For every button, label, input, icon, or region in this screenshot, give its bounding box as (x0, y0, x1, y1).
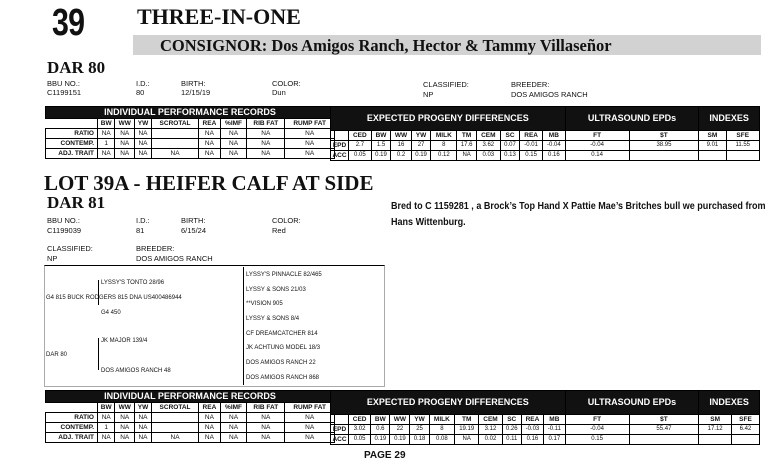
birth-label: BIRTH: (181, 216, 206, 225)
pedigree-sd-dam: LYSSY & SONS 8/4 (246, 316, 300, 322)
breeder-label: BREEDER: (511, 80, 550, 89)
epd-title: EXPECTED PROGENY DIFFERENCES (331, 107, 566, 131)
consignor: CONSIGNOR: Dos Amigos Ranch, Hector & Tammy Villaseñor (160, 36, 612, 55)
cow-bbu: C1199151 (47, 88, 82, 97)
pedigree-dd-dam: DOS AMIGOS RANCH 868 (246, 375, 320, 381)
table-row: RATIO NA NA NA NA NA NA NA (46, 413, 335, 423)
ipr-col: WW (115, 119, 135, 129)
pedigree-box (44, 265, 385, 387)
ipr-title: INDIVIDUAL PERFORMANCE RECORDS (46, 107, 335, 119)
pedigree-sire-dam: G4 450 (101, 310, 121, 316)
birth-label: BIRTH: (181, 79, 206, 88)
cow-classified: NP (423, 90, 434, 99)
pedigree-ss-sire: LYSSY'S PINNACLE 82/465 (246, 272, 322, 278)
lot-number: 39 (52, 2, 85, 44)
color-label: COLOR: (272, 216, 301, 225)
table-row: EPD 2.7 1.5 16 27 8 17.6 3.62 0.07 -0.01 -0.04 -0.04 38.95 9.01 11.55 (331, 141, 760, 151)
cow-color: Dun (272, 88, 286, 97)
table-row: ACC 0.05 0.19 0.2 0.19 0.12 NA 0.03 0.13 0.15 0.16 0.14 (331, 151, 760, 161)
table-row: ADJ. TRAIT NA NA NA NA NA NA NA NA (46, 149, 335, 159)
calf-classified: NP (47, 254, 58, 263)
indexes-title: INDEXES (699, 107, 760, 131)
cow-birth: 12/15/19 (181, 88, 211, 97)
ipr-col: RUMP FAT (285, 119, 335, 129)
calf-bbu: C1199039 (47, 226, 82, 235)
calf-color: Red (272, 226, 286, 235)
table-row: CONTEMP. 1 NA NA NA NA NA NA (46, 139, 335, 149)
pedigree-ds-sire: CF DREAMCATCHER 814 (246, 331, 318, 337)
calf-breeder: DOS AMIGOS RANCH (136, 254, 213, 263)
ipr-title: INDIVIDUAL PERFORMANCE RECORDS (46, 391, 335, 403)
calf-epd-table: EXPECTED PROGENY DIFFERENCES ULTRASOUND EPDs INDEXES CED BW WW YW MILK TM CEM SC REA MB FT $T SM SFE EPD 3.02 0.6 22 25 8 19.19 3.12 0.26 -0.03 -0.11 -0.04 55.47 17.12 6.42 ACC 0.05 0.19 0.19 0.18 0.08 NA 0.02 0.11 0.16 0.17 0.15 (330, 390, 760, 445)
bbu-label: BBU NO.: (47, 79, 80, 88)
table-row: CONTEMP. 1 NA NA NA NA NA NA (46, 423, 335, 433)
calf-id: 81 (136, 226, 145, 235)
table-row: ACC 0.05 0.19 0.19 0.18 0.08 NA 0.02 0.11 0.16 0.17 0.15 (331, 435, 760, 445)
id-label: I.D.: (136, 79, 150, 88)
calf-note: Bred to C 1159281 , a Brock’s Top Hand X Pattie Mae’s Britches bull we purchased from Hans Wittenburg. (391, 200, 766, 228)
cow-id: 80 (136, 88, 145, 97)
pedigree-sire-sire: LYSSY'S TONTO 28/96 (101, 280, 165, 286)
lot-title: THREE-IN-ONE (137, 4, 301, 29)
pedigree-dam: DAR 80 (46, 352, 68, 358)
table-row: ADJ. TRAIT NA NA NA NA NA NA NA NA (46, 433, 335, 443)
pedigree-dd-sire: DOS AMIGOS RANCH 22 (246, 360, 316, 366)
ipr-col: REA (199, 119, 221, 129)
pedigree-sd-sire: **VISION 905 (246, 301, 283, 307)
pedigree-dam-dam: DOS AMIGOS RANCH 48 (101, 368, 171, 374)
cow-name: DAR 80 (47, 58, 106, 77)
id-label: I.D.: (136, 216, 150, 225)
table-row: RATIO NA NA NA NA NA NA NA (46, 129, 335, 139)
calf-birth: 6/15/24 (181, 226, 207, 235)
ipr-col: YW (135, 119, 152, 129)
ipr-col: SCROTAL (151, 119, 198, 129)
color-label: COLOR: (272, 79, 301, 88)
ipr-col: BW (98, 119, 115, 129)
cow-epd-table: EXPECTED PROGENY DIFFERENCES ULTRASOUND EPDs INDEXES CED BW WW YW MILK TM CEM SC REA MB FT $T SM SFE EPD 2.7 1.5 16 27 8 17.6 3.62 0.07 -0.01 -0.04 -0.04 38.95 9.01 11.55 ACC 0.05 0.19 0.2 0.19 0.12 NA 0.03 0.13 0.15 0.16 0.14 (330, 106, 760, 161)
cow-breeder: DOS AMIGOS RANCH (511, 90, 588, 99)
calf-name: DAR 81 (47, 193, 106, 212)
ipr-col: RIB FAT (247, 119, 285, 129)
classified-label: CLASSIFIED: (423, 80, 469, 89)
breeder-label: BREEDER: (136, 244, 175, 253)
table-row: EPD 3.02 0.6 22 25 8 19.19 3.12 0.26 -0.03 -0.11 -0.04 55.47 17.12 6.42 (331, 425, 760, 435)
ipr-col (46, 119, 98, 129)
page-number: PAGE 29 (364, 450, 406, 461)
pedigree-ds-dam: JK ACHTUNG MODEL 18/3 (246, 345, 321, 351)
pedigree-sire: G4 815 BUCK RODGERS 815 DNA US400486944 (46, 295, 182, 301)
calf-lot-title: LOT 39A - HEIFER CALF AT SIDE (44, 171, 374, 195)
classified-label: CLASSIFIED: (47, 244, 93, 253)
calf-ipr-table: INDIVIDUAL PERFORMANCE RECORDS BW WW YW SCROTAL REA %IMF RIB FAT RUMP FAT RATIO NA NA NA NA NA NA NA CONTEMP. 1 NA NA NA NA NA NA ADJ. TRAIT NA NA NA NA NA NA NA NA (45, 390, 335, 443)
ipr-col: %IMF (220, 119, 247, 129)
pedigree-ss-dam: LYSSY & SONS 21/03 (246, 287, 306, 293)
cow-ipr-table (45, 106, 335, 159)
ultrasound-title: ULTRASOUND EPDs (565, 107, 699, 131)
pedigree-dam-sire: JK MAJOR 139/4 (101, 338, 148, 344)
bbu-label: BBU NO.: (47, 216, 80, 225)
